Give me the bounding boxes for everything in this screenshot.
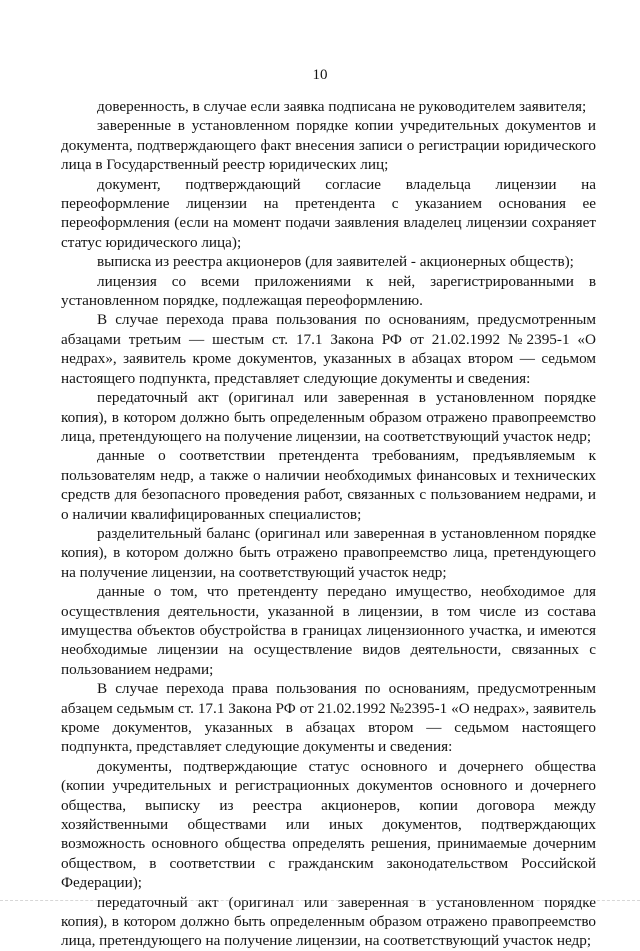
paragraph: передаточный акт (оригинал или заверенная в установленном порядке копия), в котором должно быть определенным образом отражено правопреемство лица, претендующего на получение лицензии, на соответствующий участок недр;: [61, 893, 596, 950]
paragraph: заверенные в установленном порядке копии учредительных документов и документа, подтверждающего факт внесения записи о регистрации юридического лица в Государственный реестр юридических лиц;: [61, 117, 596, 174]
paragraph: документ, подтверждающий согласие владельца лицензии на переоформление лицензии на претендента с указанием основания ее переоформления (если на момент подачи заявления владелец лицензии сохраняет статус юридического лица);: [61, 175, 596, 251]
paragraph: В случае перехода права пользования по основаниям, предусмотренным абзацем седьмым ст. 17.1 Закона РФ от 21.02.1992 №2395-1 «О недрах», заявитель кроме документов, указанных в абзацах втором — седьмом настоящего подпункта, представляет следующие документы и сведения:: [61, 680, 596, 756]
document-body: [61, 97, 596, 951]
paragraph: данные о том, что претенденту передано имущество, необходимое для осуществления деятельности, указанной в лицензии, в том числе из состава имущества объектов обустройства в границах лицензионного участка, и имеются необходимые лицензии на осуществление видов деятельности, связанных с пользованием недрами;: [61, 583, 596, 678]
scan-edge-artifact: [0, 900, 640, 905]
paragraph: документы, подтверждающие статус основного и дочернего общества (копии учредительных и регистрационных документов основного и дочернего общества, выписку из реестра акционеров, копии договора между хозяйственными обществами или иных документов, подтверждающих возможность основного общества определять решения, принимаемые дочерним обществом, в соответствии с гражданским законодательством Российской Федерации);: [61, 757, 596, 892]
paragraph: лицензия со всеми приложениями к ней, зарегистрированными в установленном порядке, подлежащая переоформлению.: [61, 272, 596, 310]
paragraph: выписка из реестра акционеров (для заявителей - акционерных обществ);: [97, 253, 574, 271]
paragraph: доверенность, в случае если заявка подписана не руководителем заявителя;: [97, 98, 587, 115]
paragraph: разделительный баланс (оригинал или заверенная в установленном порядке копия), в котором должно быть отражено правопреемство лица, претендующего на получение лицензии, на соответствующий участок недр;: [61, 524, 596, 581]
page-number: 10: [312, 67, 328, 83]
paragraph: передаточный акт (оригинал или заверенная в установленном порядке копия), в котором должно быть определенным образом отражено правопреемство лица, претендующего на получение лицензии, на соответствующий участок недр;: [61, 389, 596, 445]
paragraph: данные о соответствии претендента требованиям, предъявляемым к пользователям недр, а также о наличии необходимых финансовых и технических средств для безопасного проведения работ, связанных с пользованием недрами, и о наличии квалифицированных специалистов;: [61, 447, 596, 523]
paragraph: В случае перехода права пользования по основаниям, предусмотренным абзацами третьим — шестым ст. 17.1 Закона РФ от 21.02.1992 №2395-1 «О недрах», заявитель кроме документов, указанных в абзацах втором — седьмом настоящего подпункта, представляет следующие документы и сведения:: [61, 311, 596, 387]
